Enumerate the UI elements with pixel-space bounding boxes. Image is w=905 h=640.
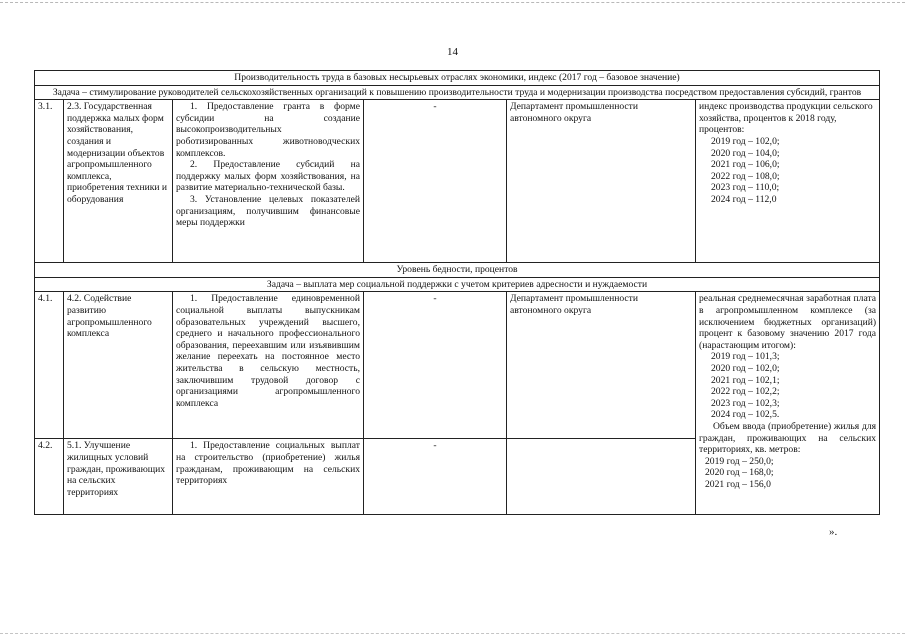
page-number: 14 — [447, 46, 458, 58]
year-value: 2021 год – 106,0; — [711, 159, 780, 171]
row-number: 3.1. — [35, 100, 64, 263]
year-value: 2020 год – 104,0; — [711, 147, 780, 159]
program-table — [34, 70, 880, 515]
section-title: Уровень бедности, процентов — [35, 263, 880, 278]
section-title-row — [35, 263, 880, 278]
measures-cell — [173, 100, 364, 263]
table-row — [35, 292, 880, 439]
row-number: 4.2. — [35, 439, 64, 515]
year-value: 2020 год – 102,0; — [711, 362, 780, 374]
year-value: 2019 год – 101,3; — [711, 351, 780, 363]
task-row — [35, 85, 880, 100]
dash-cell: - — [364, 100, 507, 263]
measure-item: 1. Предоставление единовременной социальной выплаты выпускникам образовательных учреждений высшего, среднего и начального профессионального образования, переехавшим или изъявившим желание переехать на постоянное место жительства в сельскую местность, заключившим трудовой договор с организациями агропромышленного комплекса — [173, 292, 364, 439]
section-title-row — [35, 71, 880, 86]
measure-item: 2. Предоставление субсидий на поддержку малых форм хозяйствования, на развитие материально-технической базы. — [176, 159, 360, 194]
program-element: 4.2. Содействие развитию агропромышленного комплекса — [64, 292, 173, 439]
program-element: 5.1. Улучшение жилищных условий граждан, проживающих на сельских территориях — [64, 439, 173, 515]
year-value: 2019 год – 102,0; — [711, 135, 780, 147]
indicator-text: индекс производства продукции сельского хозяйства, процентов к 2018 году, процентов: — [699, 101, 873, 136]
indicator-cell — [696, 292, 880, 515]
year-value: 2023 год – 110,0; — [711, 182, 780, 194]
scan-bottom-edge — [0, 633, 905, 634]
year-value: 2021 год – 102,1; — [711, 374, 780, 386]
measure-item: 1. Предоставление гранта в форме субсидии на создание высокопроизводительных роботизированных животноводческих комплексов. — [176, 101, 360, 159]
program-element: 2.3. Государственная поддержка малых форм хозяйствования, создания и модернизации объектов агропромышленного комплекса, приобретения техники и оборудования — [64, 100, 173, 263]
year-value: 2022 год – 102,2; — [711, 386, 780, 398]
indicator-text: реальная среднемесячная заработная плата в агропромышленном комплексе (за исключением бюджетных организаций) процент к базовому значению 2017 года (нарастающим итогом): — [699, 293, 877, 351]
task-row — [35, 277, 880, 292]
measure-item: 3. Установление целевых показателей организациям, получившим финансовые меры поддержки — [176, 193, 360, 229]
row-number: 4.1. — [35, 292, 64, 439]
dash-cell: - — [364, 439, 507, 515]
scan-top-edge — [0, 2, 905, 3]
indicator-text: Объем ввода (приобретение) жилья для граждан, проживающих на сельских территориях, кв. метров: — [699, 420, 877, 456]
year-value: 2020 год – 168,0; — [705, 467, 774, 479]
task-title: Задача – выплата мер социальной поддержки с учетом критериев адресности и нуждаемости — [35, 277, 880, 292]
table-row — [35, 100, 880, 263]
executor-cell: Департамент промышленности автономного округа — [507, 100, 696, 263]
task-title: Задача – стимулирование руководителей сельскохозяйственных организаций к повышению производительности труда и модернизации производства посредством предоставления субсидий, грантов — [35, 85, 880, 100]
section-title: Производительность труда в базовых несырьевых отраслях экономики, индекс (2017 год – базовое значение) — [35, 71, 880, 86]
year-value: 2022 год – 108,0; — [711, 170, 780, 182]
executor-cell: Департамент промышленности автономного округа — [507, 292, 696, 439]
year-value: 2019 год – 250,0; — [705, 455, 774, 467]
dash-cell: - — [364, 292, 507, 439]
year-value: 2024 год – 102,5. — [711, 409, 780, 421]
closing-quote: ». — [829, 526, 838, 538]
executor-cell — [507, 439, 696, 515]
year-value: 2024 год – 112,0 — [711, 193, 777, 205]
year-value: 2021 год – 156,0 — [705, 478, 771, 490]
year-value: 2023 год – 102,3; — [711, 397, 780, 409]
measure-item: 1. Предоставление социальных выплат на строительство (приобретение) жилья гражданам, проживающим на сельских территориях — [173, 439, 364, 515]
indicator-cell — [696, 100, 880, 263]
